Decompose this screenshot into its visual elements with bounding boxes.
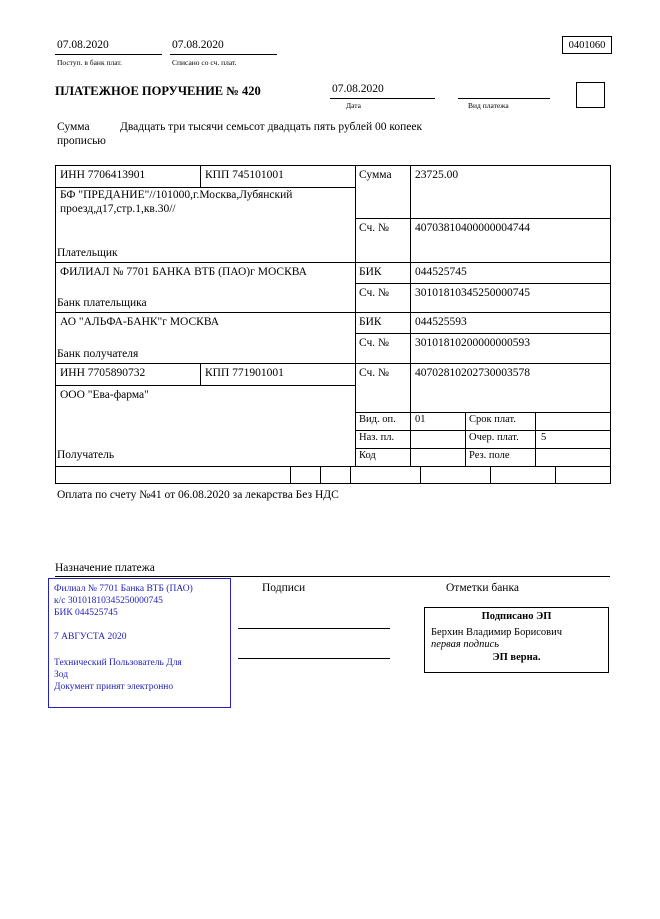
grid-hline: [55, 385, 355, 386]
payer-bank-section-label: Банк плательщика: [57, 297, 147, 309]
grid-hline: [55, 312, 610, 313]
signatures-heading: Подписи: [262, 582, 306, 594]
payer-name: БФ "ПРЕДАНИЕ"//101000,г.Москва,Лубянский проезд,д17,стр.1,кв.30//: [60, 189, 293, 215]
payer-bank-account-label: Сч. №: [359, 287, 390, 299]
purpose-underline: [55, 576, 610, 577]
payer-bank-bik-label: БИК: [359, 266, 382, 278]
payee-bank-bik-label: БИК: [359, 316, 382, 328]
title-date-label: Дата: [346, 101, 361, 110]
date-received-label: Поступ. в банк плат.: [57, 58, 122, 67]
grid-vline: [355, 165, 356, 466]
payee-account: 40702810202730003578: [415, 367, 530, 379]
esign-valid: ЭП верна.: [492, 651, 541, 663]
payee-name: ООО "Ева-фарма": [60, 389, 149, 401]
amount-words-value: Двадцать три тысячи семьсот двадцать пять рублей 00 копеек: [120, 121, 423, 133]
esign-name: Берхин Владимир Борисович: [431, 626, 562, 638]
payment-kind-label: Вид платежа: [468, 101, 509, 110]
bank-marks-heading: Отметки банка: [446, 582, 519, 594]
grid-hline: [355, 412, 610, 413]
stamp-corr-account: к/с 30101810345250000745: [54, 596, 163, 606]
stamp-date: 7 АВГУСТА 2020: [54, 632, 127, 642]
grid-vline: [555, 466, 556, 483]
date-received-value: 07.08.2020: [57, 39, 109, 51]
payee-account-label: Сч. №: [359, 367, 390, 379]
signature-line-2: [238, 658, 390, 659]
grid-vline: [610, 165, 611, 483]
amount-label: Сумма: [359, 169, 392, 181]
date-debited-value: 07.08.2020: [172, 39, 224, 51]
grid-vline: [200, 363, 201, 385]
payer-inn: ИНН 7706413901: [60, 169, 146, 181]
stamp-user-line1: Технический Пользователь Для: [54, 658, 182, 668]
amount-value: 23725.00: [415, 169, 459, 181]
payee-bank-bik: 044525593: [415, 316, 467, 328]
purpose-code-label: Наз. пл.: [359, 432, 395, 443]
date-debited-label: Списано со сч. плат.: [172, 58, 237, 67]
grid-hline: [355, 333, 610, 334]
bank-stamp: [48, 578, 231, 708]
grid-vline: [465, 412, 466, 466]
grid-vline: [290, 466, 291, 483]
op-kind-label: Вид. оп.: [359, 414, 396, 425]
document-title: ПЛАТЕЖНОЕ ПОРУЧЕНИЕ № 420: [55, 84, 261, 98]
grid-vline: [420, 466, 421, 483]
grid-vline: [55, 165, 56, 483]
payee-section-label: Получатель: [57, 449, 115, 461]
payment-kind-box: [576, 82, 605, 108]
payer-account: 40703810400000004744: [415, 222, 530, 234]
due-date-label: Срок плат.: [469, 414, 516, 425]
grid-hline: [355, 218, 610, 219]
grid-hline: [55, 165, 610, 166]
reserve-field-label: Рез. поле: [469, 450, 510, 461]
stamp-user-line2: Зод: [54, 670, 69, 680]
payer-bank-account: 30101810345250000745: [415, 287, 530, 299]
payee-inn: ИНН 7705890732: [60, 367, 146, 379]
payee-bank-account-label: Сч. №: [359, 337, 390, 349]
title-date-value: 07.08.2020: [332, 83, 384, 95]
priority-label: Очер. плат.: [469, 432, 519, 443]
payer-kpp: КПП 745101001: [205, 169, 284, 181]
grid-hline: [355, 448, 610, 449]
purpose-label: Назначение платежа: [55, 562, 155, 574]
grid-hline: [355, 283, 610, 284]
title-date-underline: [330, 98, 435, 99]
grid-vline: [350, 466, 351, 483]
grid-hline: [55, 466, 610, 467]
grid-hline: [355, 430, 610, 431]
op-kind-value: 01: [415, 414, 426, 425]
payee-bank-section-label: Банк получателя: [57, 348, 139, 360]
grid-hline: [55, 483, 611, 484]
stamp-bank-name: Филиал № 7701 Банка ВТБ (ПАО): [54, 584, 193, 594]
payee-bank-account: 30101810200000000593: [415, 337, 530, 349]
signature-line-1: [238, 628, 390, 629]
code-label: Код: [359, 450, 376, 461]
payer-section-label: Плательщик: [57, 247, 118, 259]
grid-vline: [320, 466, 321, 483]
purpose-text: Оплата по счету №41 от 06.08.2020 за лекарства Без НДС: [57, 489, 339, 501]
payee-bank-name: АО "АЛЬФА-БАНК"г МОСКВА: [60, 316, 220, 328]
grid-hline: [55, 363, 610, 364]
grid-vline: [535, 412, 536, 466]
grid-hline: [55, 262, 610, 263]
amount-words-label: Сумма прописью: [57, 121, 106, 148]
payer-bank-bik: 044525745: [415, 266, 467, 278]
payer-bank-name: ФИЛИАЛ № 7701 БАНКА ВТБ (ПАО)г МОСКВА: [60, 266, 307, 278]
payment-kind-underline: [458, 98, 550, 99]
esign-role: первая подпись: [431, 639, 500, 651]
priority-value: 5: [541, 432, 547, 443]
esign-stamp: [424, 607, 609, 673]
stamp-accepted: Документ принят электронно: [54, 682, 174, 692]
payer-account-label: Сч. №: [359, 222, 390, 234]
grid-vline: [200, 165, 201, 187]
date-received-underline: [55, 54, 162, 55]
esign-title: Подписано ЭП: [481, 611, 552, 622]
payee-kpp: КПП 771901001: [205, 367, 284, 379]
grid-vline: [410, 165, 411, 466]
stamp-bik: БИК 044525745: [54, 608, 118, 618]
date-debited-underline: [170, 54, 277, 55]
grid-hline: [55, 187, 355, 188]
form-code-box: 0401060: [562, 36, 612, 54]
grid-vline: [490, 466, 491, 483]
